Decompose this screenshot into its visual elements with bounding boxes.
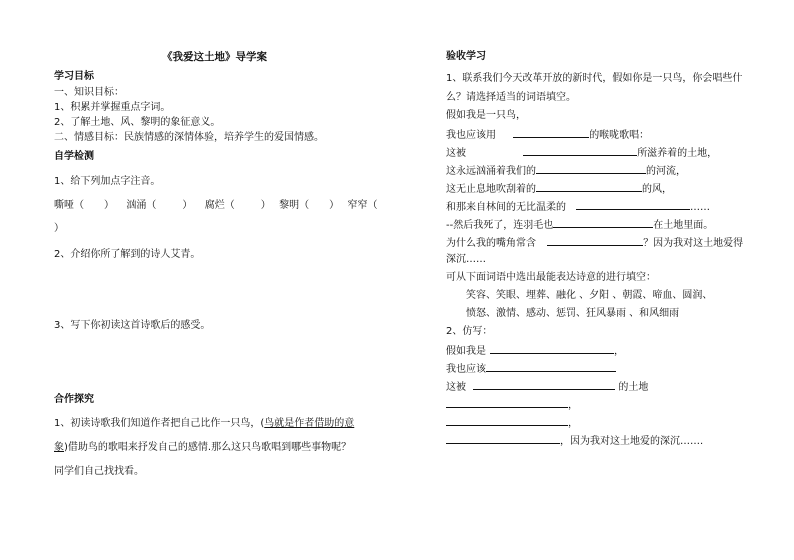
poem-line-4: 这永远汹涌着我们的 的河流， (446, 163, 686, 179)
explore-question-line-2: 象)借助鸟的歌唱来抒发自己的感情.那么这只鸟歌唱到哪些事物呢？ (54, 442, 352, 453)
blank-line[interactable] (486, 361, 616, 372)
imitation-line-5: ， (446, 415, 578, 431)
blank-line[interactable] (553, 217, 653, 228)
blank-line[interactable] (446, 433, 560, 444)
poem-line-3: 这被 所滋养着的土地， (446, 145, 717, 161)
pinyin-word: 汹涌（ (126, 200, 157, 211)
knowledge-item-1: 1、积累并掌握重点字词。 (54, 102, 171, 113)
imitation-line-2: 我也应该 (446, 361, 616, 377)
word-instruction: 可从下面词语中选出最能表达诗意的进行填空： (446, 272, 656, 283)
blank-line[interactable] (576, 199, 690, 210)
poem-line-6: 和那来自林间的无比温柔的 …… (446, 199, 710, 215)
blank-line[interactable] (446, 397, 568, 408)
blank-line[interactable] (523, 145, 637, 156)
imitation-line-6: ，因为我对这土地爱的深沉……. (446, 433, 703, 449)
poem-line-7: --然后我死了，连羽毛也 在土地里面。 (446, 217, 713, 233)
imitation-line-4: ， (446, 397, 578, 413)
blank-line[interactable] (536, 181, 642, 192)
review-heading: 验收学习 (446, 51, 486, 62)
knowledge-item-2: 2、了解土地、风、黎明的象征意义。 (54, 117, 221, 128)
pinyin-row: 嘶哑（ ） 汹涌（ ） 腐烂（ ） 黎明（ ） 窄窄（ (54, 200, 378, 211)
question-1: 1、给下列加点字注音。 (54, 176, 161, 187)
blank-line[interactable] (490, 343, 614, 354)
review-q1-line-2: 么？请选择适当的词语填空。 (446, 92, 576, 103)
question-2: 2、介绍你所了解到的诗人艾青。 (54, 249, 201, 260)
question-3: 3、写下你初读这首诗歌后的感受。 (54, 320, 211, 331)
pinyin-word: 窄窄（ (347, 200, 378, 211)
blank-line[interactable] (513, 127, 589, 138)
imitation-line-3: 这被 的土地 (446, 379, 648, 395)
blank-line[interactable] (536, 163, 646, 174)
objectives-heading: 学习目标 (54, 71, 94, 82)
review-q1-line-1: 1、联系我们今天改革开放的新时代，假如你是一只鸟，你会唱些什 (446, 73, 743, 84)
poem-line-2: 我也应该用 的喉咙歌唱： (446, 127, 649, 143)
poem-line-8: 为什么我的嘴角常含 ？因为我对这土地爱得 (446, 235, 743, 251)
knowledge-heading: 一、知识目标： (54, 87, 124, 98)
explore-question-line-1: 1、初读诗歌我们知道作者把自己比作一只鸟，(鸟就是作者借助的意 (54, 418, 355, 429)
explore-heading: 合作探究 (54, 394, 94, 405)
blank-line[interactable] (547, 235, 643, 246)
pinyin-word: 腐烂（ (204, 200, 235, 211)
imitation-line-1: 假如我是 ， (446, 343, 624, 359)
word-list-2: 愤怒、激情、感动、惩罚、狂风暴雨 、和风细雨 (466, 308, 680, 319)
selfcheck-heading: 自学检测 (54, 151, 94, 162)
explore-question-line-3: 同学们自己找找看。 (54, 466, 144, 477)
pinyin-word: 黎明（ (279, 200, 310, 211)
word-list-1: 笑容、笑眼、埋葬、融化 、夕阳 、朝霞、啼血、圆润、 (466, 290, 713, 301)
poem-line-1: 假如我是一只鸟， (446, 110, 526, 121)
blank-line[interactable] (473, 379, 615, 390)
poem-line-9: 深沉…… (446, 254, 486, 265)
imitation-heading: 2、仿写： (446, 326, 493, 337)
emotion-objective: 二、情感目标：民族情感的深情体验，培养学生的爱国情感。 (54, 132, 324, 143)
page-title: 《我爱这土地》导学案 (162, 51, 267, 63)
pinyin-wrap: ） (54, 223, 64, 234)
pinyin-word: 嘶哑（ (54, 200, 84, 211)
blank-line[interactable] (446, 415, 568, 426)
poem-line-5: 这无止息地吹刮着的 的风， (446, 181, 672, 197)
